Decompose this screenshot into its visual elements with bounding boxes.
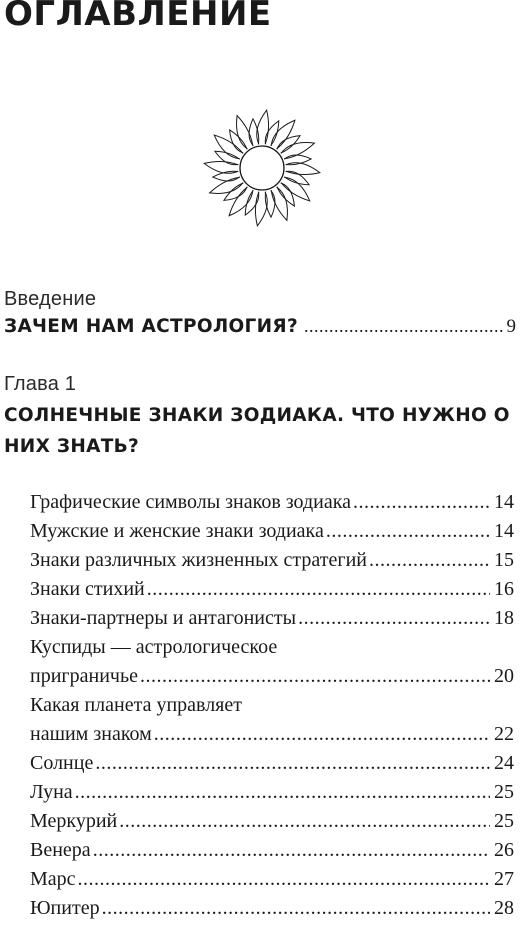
dot-leader	[119, 807, 490, 836]
toc-entry[interactable]	[30, 865, 514, 894]
toc-entry[interactable]	[30, 691, 514, 749]
toc-entry[interactable]	[30, 894, 514, 923]
sun-ray	[230, 130, 247, 153]
toc-page-number: 18	[494, 607, 514, 629]
toc-entry-title: Мужские и женские знаки зодиака	[30, 520, 324, 542]
dot-leader	[369, 546, 490, 575]
toc-entry-title-line1: Какая планета управляет	[30, 694, 243, 716]
dot-leader	[304, 316, 505, 337]
toc-entry-title: Графические символы знаков зодиака	[30, 491, 352, 513]
toc-entry[interactable]	[30, 836, 514, 865]
toc-entry-title: Венера	[30, 839, 91, 861]
toc-entry-title-line1: Куспиды — астрологическое	[30, 636, 278, 658]
dot-leader	[95, 749, 490, 778]
sun-ray	[277, 136, 300, 153]
toc-entry[interactable]	[30, 633, 514, 691]
dot-leader	[154, 720, 490, 749]
toc-page-number: 22	[494, 723, 514, 745]
intro-title: ЗАЧЕМ НАМ АСТРОЛОГИЯ?	[4, 316, 298, 337]
chapter-label: Глава 1	[4, 373, 77, 395]
toc-page-number: 26	[494, 839, 514, 861]
toc-entry-title: Знаки-партнеры и антагонисты	[30, 607, 297, 629]
toc-page-number: 20	[494, 665, 514, 687]
sun-ray	[277, 183, 294, 206]
toc-entry[interactable]	[30, 575, 514, 604]
toc-page-number: 25	[494, 810, 514, 832]
toc-page-number: 15	[494, 549, 514, 571]
toc-entry-title: Меркурий	[30, 810, 118, 832]
toc-entry-title: Марс	[30, 868, 76, 890]
toc-entry-title: Знаки стихий	[30, 578, 145, 600]
toc-page-number: 24	[494, 752, 514, 774]
toc-page-number: 14	[494, 520, 514, 542]
dot-leader	[147, 575, 490, 604]
toc-entry-title: Луна	[30, 781, 73, 803]
page-title: ОГЛАВЛЕНИЕ	[4, 0, 272, 34]
toc-entry[interactable]	[30, 778, 514, 807]
toc-entry-title: Юпитер	[30, 897, 100, 919]
toc-entry[interactable]	[30, 807, 514, 836]
toc-entry-title: Солнце	[30, 752, 94, 774]
intro-page-number: 9	[506, 316, 516, 337]
toc-entry-title: Знаки различных жизненных стратегий	[30, 549, 367, 571]
sun-icon	[202, 108, 322, 228]
toc-entry[interactable]	[30, 546, 514, 575]
dot-leader	[75, 778, 490, 807]
toc-entry-title-line2: нашим знаком	[30, 723, 152, 745]
sun-disc	[240, 146, 284, 190]
dot-leader	[298, 604, 490, 633]
toc-page-number: 14	[494, 491, 514, 513]
toc-page-number: 28	[494, 897, 514, 919]
toc-page-number: 16	[494, 578, 514, 600]
toc-page-number: 27	[494, 868, 514, 890]
chapter-title[interactable]: СОЛНЕЧНЫЕ ЗНАКИ ЗОДИАКА. ЧТО НУЖНО О НИХ ЗНАТЬ?	[4, 405, 510, 457]
toc-entry[interactable]	[30, 488, 514, 517]
toc-entry[interactable]	[30, 517, 514, 546]
toc-list	[30, 488, 514, 923]
intro-label: Введение	[4, 288, 97, 310]
sun-ray	[224, 183, 247, 200]
dot-leader	[78, 865, 490, 894]
dot-leader	[140, 662, 490, 691]
toc-page-number: 25	[494, 781, 514, 803]
toc-entry[interactable]	[30, 604, 514, 633]
toc-entry[interactable]	[30, 749, 514, 778]
dot-leader	[353, 488, 490, 517]
toc-entry-title-line2: приграничье	[30, 665, 138, 687]
toc-intro-entry[interactable]	[4, 316, 516, 338]
dot-leader	[102, 894, 490, 923]
dot-leader	[93, 836, 490, 865]
dot-leader	[326, 517, 490, 546]
